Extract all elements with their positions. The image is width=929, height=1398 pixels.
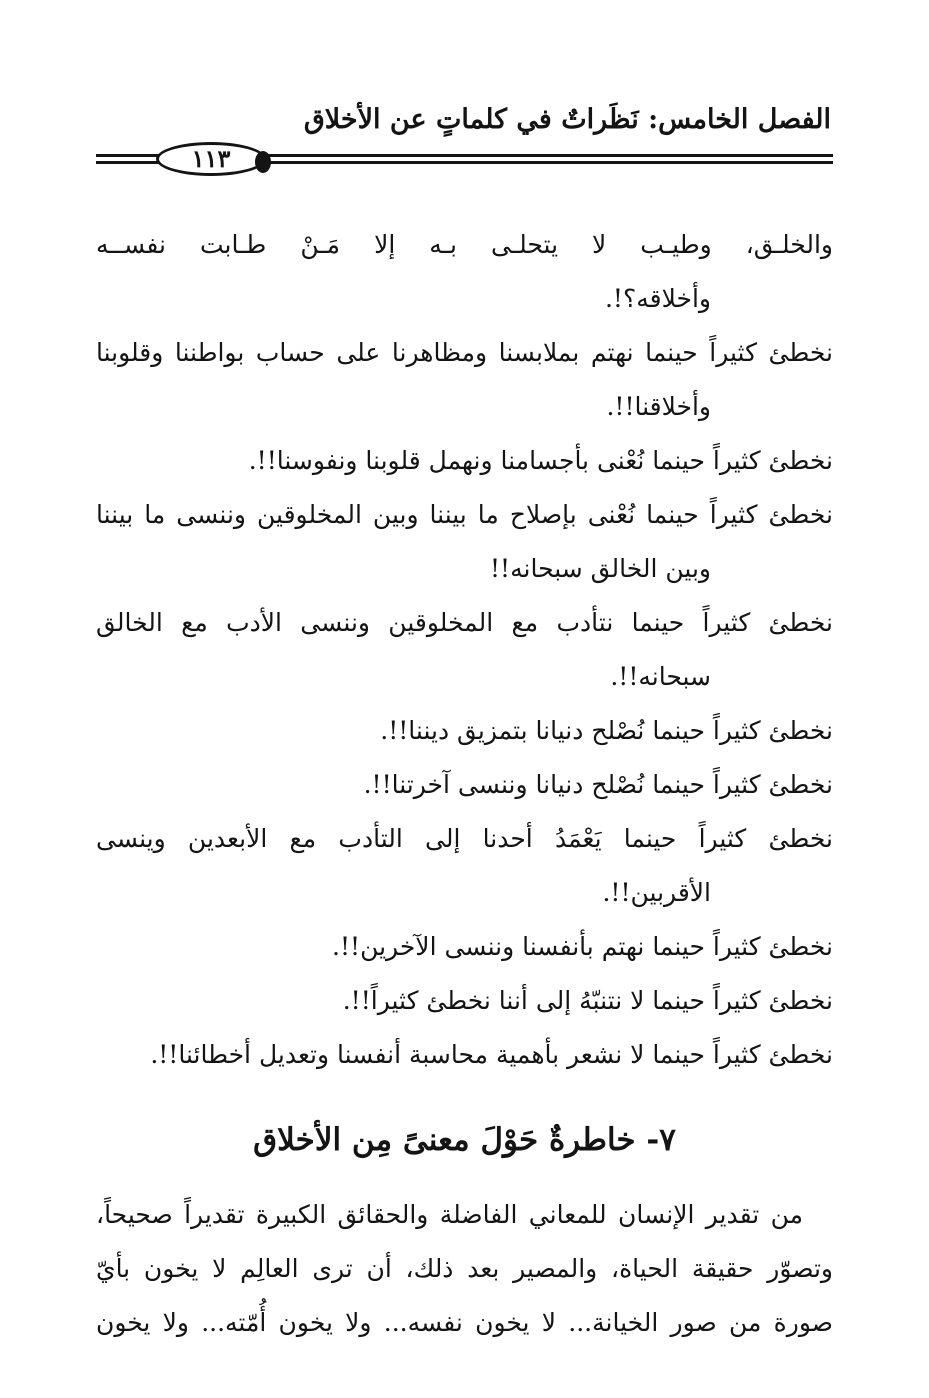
text-line: الأقربين!!.: [602, 878, 711, 907]
text-line: وأخلاقه؟!.: [604, 284, 711, 313]
text-line: نخطئ كثيراً حينما نتأدب مع المخلوقين وننسى الأدب مع الخالق: [96, 608, 833, 637]
text-line: نخطئ كثيراً حينما لا نتنبّهُ إلى أننا نخطئ كثيراً!!.: [342, 986, 833, 1015]
text-line: سبحانه!!.: [610, 662, 711, 691]
section-text: [96, 1188, 833, 1350]
text-line: نخطئ كثيراً حينما نهتم بأنفسنا وننسى الآخرين!!.: [332, 932, 833, 961]
text-line: والخلـق، وطيـب لا يتحلـى بـه إلا مَـنْ طـابت نفســه: [96, 230, 833, 259]
section-heading: ٧- خاطرةٌ حَوْلَ معنىً مِن الأخلاق: [253, 1122, 676, 1158]
text-line: نخطئ كثيراً حينما نُعْنى بأجسامنا ونهمل قلوبنا ونفوسنا!!.: [248, 446, 833, 475]
text-line: نخطئ كثيراً حينما نُعْنى بإصلاح ما بيننا وبين المخلوقين وننسى ما بيننا: [96, 500, 833, 529]
text-line: نخطئ كثيراً حينما نُصْلح دنيانا وننسى آخرتنا!!.: [363, 770, 833, 799]
text-line: من تقدير الإنسان للمعاني الفاضلة والحقائق الكبيرة تقديراً صحيحاً،: [96, 1200, 803, 1229]
header-rule: [96, 142, 833, 178]
text-line: صورة من صور الخيانة... لا يخون نفسه... ولا يخون أُمّته... ولا يخون: [96, 1308, 833, 1337]
body-text: [96, 218, 833, 1082]
text-line: وتصوّر حقيقة الحياة، والمصير بعد ذلك، أن ترى العالِم لا يخون بأيّ: [96, 1254, 833, 1283]
text-line: وبين الخالق سبحانه!!: [490, 554, 711, 583]
text-line: وأخلاقنا!!.: [606, 392, 711, 421]
chapter-title: الفصل الخامس: نَظَراتٌ في كلماتٍ عن الأخلاق: [303, 104, 831, 135]
text-line: نخطئ كثيراً حينما نهتم بملابسنا ومظاهرنا على حساب بواطننا وقلوبنا: [96, 338, 833, 367]
text-line: نخطئ كثيراً حينما لا نشعر بأهمية محاسبة أنفسنا وتعديل أخطائنا!!.: [150, 1040, 833, 1069]
page-number: ١١٣: [156, 142, 266, 176]
text-line: نخطئ كثيراً حينما نُصْلح دنيانا بتمزيق ديننا!!.: [380, 716, 833, 745]
text-line: نخطئ كثيراً حينما يَعْمَدُ أحدنا إلى التأدب مع الأبعدين وينسى: [96, 824, 833, 853]
